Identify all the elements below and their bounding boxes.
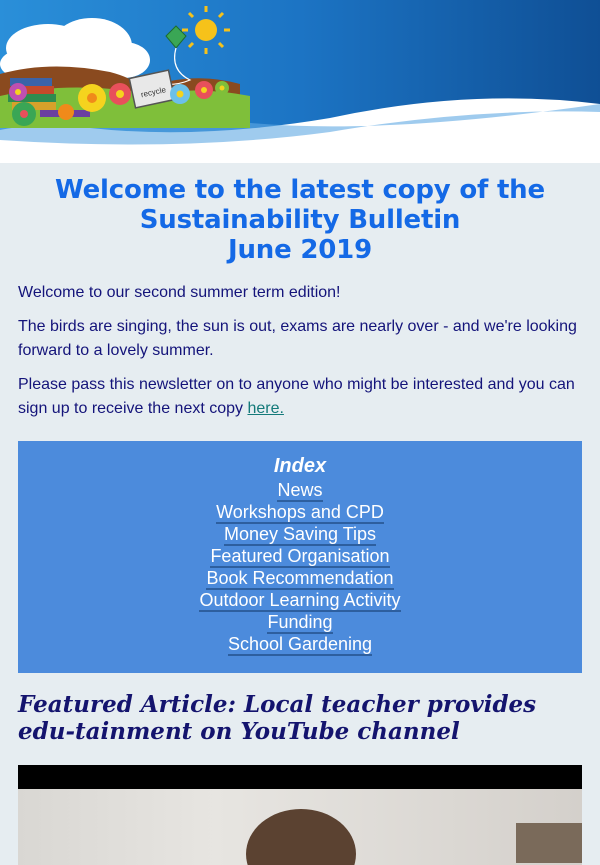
title-line-2: Sustainability Bulletin: [139, 205, 461, 235]
intro-paragraph-3: [18, 373, 582, 421]
video-background-shelf: [516, 823, 582, 863]
index-link-book-recommendation[interactable]: [18, 567, 582, 589]
video-player[interactable]: [18, 765, 582, 865]
banner-illustration: [0, 0, 600, 163]
index-link-outdoor-learning[interactable]: [18, 589, 582, 611]
index-link-news[interactable]: [18, 479, 582, 501]
index-link-label: School Gardening: [227, 634, 373, 654]
index-link-label: Workshops and CPD: [216, 502, 384, 522]
index-link-funding[interactable]: [18, 611, 582, 633]
index-link-label: Outdoor Learning Activity: [199, 590, 401, 610]
index-link-label: News: [277, 480, 323, 500]
intro-paragraph-1: Welcome to our second summer term edition!: [18, 284, 341, 301]
index-link-school-gardening[interactable]: [18, 633, 582, 655]
signup-link[interactable]: here.: [247, 400, 284, 417]
index-link-featured-organisation[interactable]: [18, 545, 582, 567]
title-line-3: June 2019: [228, 235, 372, 265]
index-box: [18, 441, 582, 673]
index-link-label: Funding: [267, 612, 333, 632]
intro-paragraph-2: The birds are singing, the sun is out, exams are nearly over - and we're looking forward to a lovely summer.: [18, 318, 577, 359]
index-link-label: Featured Organisation: [210, 546, 390, 566]
featured-article-title: Featured Article: Local teacher provides edu-tainment on YouTube channel: [18, 691, 537, 745]
index-link-label: Book Recommendation: [206, 568, 394, 588]
index-link-money-saving[interactable]: [18, 523, 582, 545]
index-link-label: Money Saving Tips: [223, 524, 377, 544]
signup-text: Please pass this newsletter on to anyone who might be interested and you can sign up to receive the next copy: [18, 376, 575, 417]
main-content: [0, 163, 600, 865]
index-link-workshops[interactable]: [18, 501, 582, 523]
header-banner: [0, 0, 600, 163]
title-line-1: Welcome to the latest copy of the: [55, 175, 545, 205]
index-title: Index: [273, 455, 327, 477]
bulletin-title: [18, 175, 582, 265]
recycle-sign-label: recycle: [140, 85, 167, 100]
